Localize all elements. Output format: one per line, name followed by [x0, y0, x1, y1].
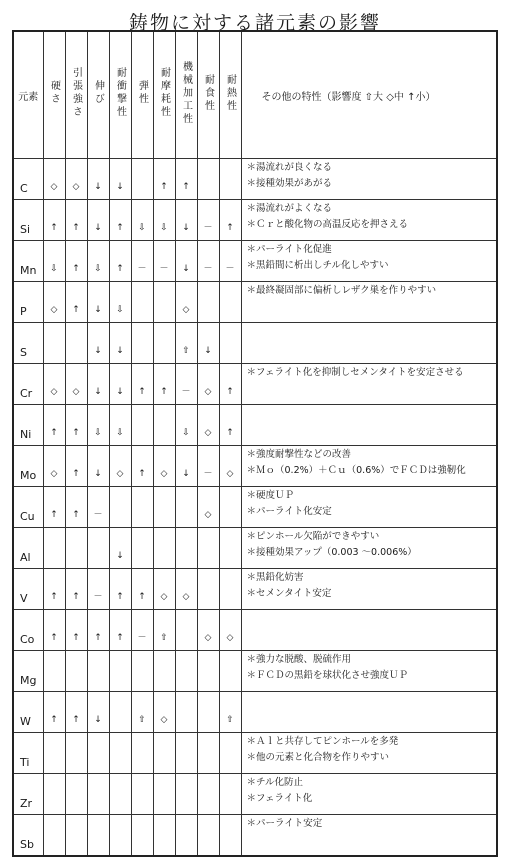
effect-cell: ↓: [87, 692, 109, 733]
effect-cell: [219, 487, 241, 528]
effect-cell: [109, 651, 131, 692]
element-symbol: Si: [13, 200, 43, 241]
effect-cell: ◇: [219, 446, 241, 487]
effect-cell: －: [87, 487, 109, 528]
table-body: [13, 159, 497, 857]
effect-cell: ↑: [153, 364, 175, 405]
table-row: [13, 528, 497, 569]
element-symbol: Mg: [13, 651, 43, 692]
effect-cell: [219, 323, 241, 364]
effect-cell: ◇: [153, 446, 175, 487]
effect-cell: [109, 733, 131, 774]
note-line: ＊セメンタイト安定: [246, 587, 332, 599]
effect-cell: ⇧: [175, 323, 197, 364]
other-properties-cell: [241, 446, 497, 487]
effect-cell: [43, 323, 65, 364]
other-properties-cell: [241, 774, 497, 815]
note-line: ＊黒鉛化妨害: [246, 572, 304, 583]
element-symbol: Ti: [13, 733, 43, 774]
effect-cell: [219, 651, 241, 692]
effect-cell: ↑: [65, 446, 87, 487]
note-line: ＊強度耐撃性などの改善: [246, 449, 352, 460]
effect-cell: [153, 815, 175, 857]
effect-cell: ◇: [197, 405, 219, 446]
header-hardness: 硬さ: [48, 80, 60, 106]
effect-cell: ◇: [219, 610, 241, 651]
effect-cell: ⇩: [43, 241, 65, 282]
effect-cell: ↑: [131, 446, 153, 487]
table-row: [13, 241, 497, 282]
effect-cell: [131, 815, 153, 857]
effect-cell: －: [131, 610, 153, 651]
effect-cell: ↑: [65, 569, 87, 610]
effect-cell: ↑: [131, 364, 153, 405]
effect-cell: ↑: [43, 692, 65, 733]
note-line: ＊硬度ＵＰ: [246, 490, 295, 501]
table-row: [13, 405, 497, 446]
table-row: [13, 651, 497, 692]
effect-cell: ↑: [87, 610, 109, 651]
effect-cell: [65, 815, 87, 857]
effect-cell: ◇: [109, 446, 131, 487]
element-symbol: P: [13, 282, 43, 323]
header-property: [109, 31, 131, 159]
effect-cell: [109, 487, 131, 528]
effect-cell: [131, 282, 153, 323]
table-row: [13, 610, 497, 651]
effect-cell: ⇧: [131, 692, 153, 733]
effect-cell: ↑: [65, 282, 87, 323]
effect-cell: ↑: [109, 610, 131, 651]
header-wear-resistance: 耐摩耗性: [158, 67, 170, 119]
effect-cell: ◇: [65, 364, 87, 405]
header-property: [175, 31, 197, 159]
effect-cell: ↓: [87, 446, 109, 487]
note-line: ＊Ａｌと共存してピンホールを多発: [246, 736, 399, 747]
effect-cell: [197, 651, 219, 692]
effect-cell: ◇: [153, 569, 175, 610]
table-row: [13, 692, 497, 733]
effect-cell: [175, 774, 197, 815]
effect-cell: ⇩: [109, 405, 131, 446]
effect-cell: [65, 528, 87, 569]
effect-cell: －: [87, 569, 109, 610]
table-row: [13, 446, 497, 487]
table-row: [13, 815, 497, 857]
effect-cell: [109, 774, 131, 815]
effect-cell: ◇: [43, 159, 65, 200]
effect-cell: [197, 733, 219, 774]
note-line: ＊フェライト化を抑制しセメンタイトを安定させる: [246, 367, 464, 378]
effect-cell: [131, 651, 153, 692]
element-symbol: Cr: [13, 364, 43, 405]
effect-cell: [175, 487, 197, 528]
other-properties-cell: [241, 569, 497, 610]
effect-cell: [87, 815, 109, 857]
effect-cell: ↓: [87, 323, 109, 364]
element-symbol: Mn: [13, 241, 43, 282]
effect-cell: [175, 692, 197, 733]
effect-cell: [65, 323, 87, 364]
other-properties-cell: [241, 651, 497, 692]
header-elongation: 伸び: [92, 80, 104, 106]
effect-cell: －: [197, 241, 219, 282]
effect-cell: ↓: [87, 282, 109, 323]
header-property: [197, 31, 219, 159]
note-line: ＊パーライト化安定: [246, 505, 332, 517]
effect-cell: ◇: [43, 364, 65, 405]
header-elasticity: 弾性: [136, 80, 148, 106]
effect-cell: [131, 405, 153, 446]
other-properties-cell: [241, 610, 497, 651]
effect-cell: [175, 733, 197, 774]
effect-cell: [131, 159, 153, 200]
element-symbol: S: [13, 323, 43, 364]
note-line: ＊黒鉛間に析出しチル化しやすい: [246, 259, 389, 271]
effect-cell: ↑: [131, 569, 153, 610]
effect-cell: －: [197, 446, 219, 487]
effect-cell: ↑: [43, 487, 65, 528]
other-properties-cell: [241, 364, 497, 405]
element-symbol: Sb: [13, 815, 43, 857]
effect-cell: [131, 774, 153, 815]
header-row: [13, 31, 497, 159]
effect-cell: －: [153, 241, 175, 282]
effect-cell: ◇: [197, 364, 219, 405]
effect-cell: ⇩: [175, 405, 197, 446]
header-tensile-strength: 引張強さ: [70, 67, 82, 119]
note-line: ＊接種効果があがる: [246, 177, 333, 189]
effect-cell: [109, 692, 131, 733]
note-line: ＊フェライト化: [246, 792, 313, 804]
effect-cell: [197, 569, 219, 610]
effect-cell: [175, 610, 197, 651]
header-property: [131, 31, 153, 159]
table-row: [13, 282, 497, 323]
table-row: [13, 364, 497, 405]
effect-cell: －: [131, 241, 153, 282]
element-symbol: Mo: [13, 446, 43, 487]
effect-cell: ⇩: [153, 200, 175, 241]
effect-cell: [219, 815, 241, 857]
header-corrosion-resistance: 耐食性: [202, 73, 214, 113]
note-line: ＊ピンホール欠陥ができやすい: [246, 531, 380, 542]
effect-cell: ◇: [65, 159, 87, 200]
other-properties-cell: [241, 528, 497, 569]
element-symbol: Zr: [13, 774, 43, 815]
header-heat-resistance: 耐熱性: [224, 73, 236, 113]
other-properties-cell: [241, 282, 497, 323]
effect-cell: [197, 282, 219, 323]
note-line: ＊チル化防止: [246, 777, 304, 788]
effect-cell: ↑: [153, 159, 175, 200]
other-properties-cell: [241, 200, 497, 241]
effect-cell: [197, 692, 219, 733]
element-symbol: Cu: [13, 487, 43, 528]
effect-cell: [197, 774, 219, 815]
effect-cell: ◇: [153, 692, 175, 733]
effect-cell: ↓: [87, 200, 109, 241]
effect-cell: [175, 528, 197, 569]
effect-cell: ↑: [109, 569, 131, 610]
effect-cell: [43, 815, 65, 857]
note-line: ＊Ｃｒと酸化物の高温反応を押さえる: [246, 218, 409, 230]
effect-cell: [197, 528, 219, 569]
effect-cell: －: [219, 241, 241, 282]
effect-cell: [87, 651, 109, 692]
effect-cell: [131, 528, 153, 569]
other-properties-cell: [241, 159, 497, 200]
effect-cell: [153, 651, 175, 692]
effect-cell: ⇧: [153, 610, 175, 651]
effect-cell: [197, 159, 219, 200]
effect-cell: ↓: [109, 528, 131, 569]
effect-cell: ↓: [175, 200, 197, 241]
effect-cell: ◇: [43, 282, 65, 323]
table-row: [13, 774, 497, 815]
element-symbol: Al: [13, 528, 43, 569]
other-properties-cell: [241, 405, 497, 446]
other-properties-cell: [241, 487, 497, 528]
effect-cell: [219, 159, 241, 200]
note-line: ＊他の元素と化合物を作りやすい: [246, 751, 390, 763]
effect-cell: ↓: [87, 364, 109, 405]
effect-cell: [219, 733, 241, 774]
table-row: [13, 569, 497, 610]
element-symbol: V: [13, 569, 43, 610]
effect-cell: ⇩: [87, 241, 109, 282]
header-element: 元素: [13, 31, 43, 159]
effect-cell: [175, 651, 197, 692]
effect-cell: ↑: [43, 569, 65, 610]
effect-cell: ↑: [65, 610, 87, 651]
effect-cell: [65, 733, 87, 774]
effect-cell: [153, 528, 175, 569]
other-properties-cell: [241, 733, 497, 774]
effect-cell: [43, 528, 65, 569]
header-other-properties: その他の特性（影響度 ⇧大 ◇中 ↑小）: [241, 31, 497, 159]
effect-cell: ↑: [43, 405, 65, 446]
element-symbol: W: [13, 692, 43, 733]
effect-cell: [131, 733, 153, 774]
effect-cell: ↑: [109, 200, 131, 241]
note-line: ＊接種効果アップ（0.003 〜0.006%）: [246, 546, 417, 558]
effect-cell: [153, 282, 175, 323]
effect-cell: [219, 528, 241, 569]
other-properties-cell: [241, 692, 497, 733]
effect-cell: ↑: [65, 241, 87, 282]
table-row: [13, 733, 497, 774]
effect-cell: [219, 774, 241, 815]
note-line: ＊最終凝固部に偏析しレザク巣を作りやすい: [246, 285, 437, 296]
effect-cell: ↓: [197, 323, 219, 364]
effect-cell: ◇: [175, 569, 197, 610]
effect-cell: ↑: [65, 200, 87, 241]
effect-cell: ↓: [109, 159, 131, 200]
effect-cell: [87, 733, 109, 774]
table-row: [13, 323, 497, 364]
note-line: ＊ＦＣＤの黒鉛を球状化させ強度ＵＰ: [246, 669, 409, 681]
note-line: ＊湯流れが良くなる: [246, 162, 333, 173]
table-row: [13, 159, 497, 200]
header-impact-resistance: 耐衝撃性: [114, 67, 126, 119]
effect-cell: [153, 405, 175, 446]
effect-cell: ◇: [43, 446, 65, 487]
note-line: ＊パーライト安定: [246, 818, 323, 829]
effect-cell: ↑: [65, 405, 87, 446]
effect-cell: ↓: [109, 323, 131, 364]
effect-cell: [197, 815, 219, 857]
note-line: ＊強力な脱酸、脱硫作用: [246, 654, 352, 665]
effect-cell: ◇: [175, 282, 197, 323]
effect-cell: －: [175, 364, 197, 405]
effect-cell: ⇧: [219, 692, 241, 733]
header-property: [219, 31, 241, 159]
effect-cell: [131, 323, 153, 364]
note-line: ＊パーライト化促進: [246, 244, 332, 255]
effect-cell: [109, 815, 131, 857]
effect-cell: ↑: [175, 159, 197, 200]
effect-cell: [219, 282, 241, 323]
element-symbol: Ni: [13, 405, 43, 446]
effect-cell: [175, 815, 197, 857]
effect-cell: ↓: [109, 364, 131, 405]
header-property: [153, 31, 175, 159]
effect-cell: ↑: [65, 692, 87, 733]
element-symbol: C: [13, 159, 43, 200]
page-title: 鋳物に対する諸元素の影響: [128, 12, 381, 34]
effect-cell: [65, 774, 87, 815]
effect-cell: [153, 774, 175, 815]
effect-cell: [43, 733, 65, 774]
table-row: [13, 487, 497, 528]
effect-cell: ↑: [219, 364, 241, 405]
effect-cell: [43, 651, 65, 692]
other-properties-cell: [241, 815, 497, 857]
note-line: ＊Ｍｏ（0.2%）＋Ｃｕ（0.6%）でＦＣＤは強靭化: [246, 464, 466, 476]
effect-cell: ⇩: [131, 200, 153, 241]
effect-cell: [153, 733, 175, 774]
effect-cell: [131, 487, 153, 528]
effect-cell: ↑: [219, 200, 241, 241]
effect-cell: [65, 651, 87, 692]
header-property: [65, 31, 87, 159]
effect-cell: ↓: [175, 241, 197, 282]
effect-cell: ↑: [219, 405, 241, 446]
header-property: [87, 31, 109, 159]
effect-cell: ↑: [109, 241, 131, 282]
effect-cell: ↑: [43, 200, 65, 241]
element-effects-table: [12, 30, 498, 857]
effect-cell: [153, 323, 175, 364]
effect-cell: ↓: [175, 446, 197, 487]
effect-cell: ↑: [65, 487, 87, 528]
table-row: [13, 200, 497, 241]
effect-cell: [87, 528, 109, 569]
header-machinability: 機械加工性: [180, 60, 192, 126]
note-line: ＊湯流れがよくなる: [246, 203, 333, 214]
effect-cell: ◇: [197, 487, 219, 528]
effect-cell: ⇩: [87, 405, 109, 446]
effect-cell: [43, 774, 65, 815]
effect-cell: [153, 487, 175, 528]
effect-cell: ⇩: [109, 282, 131, 323]
other-properties-cell: [241, 323, 497, 364]
element-symbol: Co: [13, 610, 43, 651]
header-property: [43, 31, 65, 159]
other-properties-cell: [241, 241, 497, 282]
effect-cell: ↓: [87, 159, 109, 200]
effect-cell: [219, 569, 241, 610]
effect-cell: ◇: [197, 610, 219, 651]
effect-cell: －: [197, 200, 219, 241]
effect-cell: ↑: [43, 610, 65, 651]
effect-cell: [87, 774, 109, 815]
